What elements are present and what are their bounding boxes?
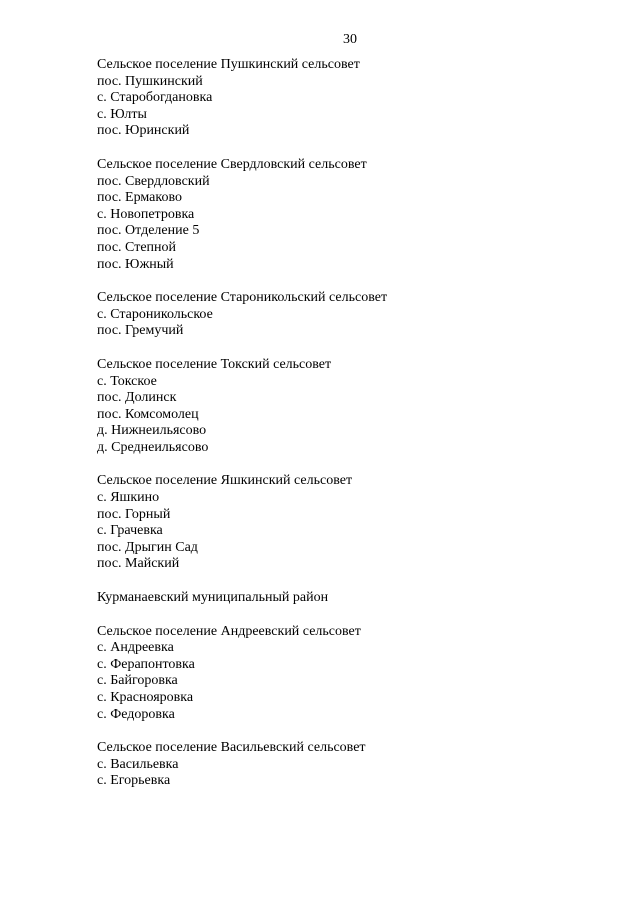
text-line: с. Токское [97, 373, 157, 389]
text-line: пос. Комсомолец [97, 406, 199, 422]
text-line: пос. Долинск [97, 390, 177, 406]
page-number: 30 [343, 32, 357, 47]
text-line: пос. Отделение 5 [97, 223, 200, 239]
text-line: с. Ферапонтовка [97, 656, 195, 672]
text-line: с. Краснояровка [97, 690, 194, 705]
text-line: Сельское поселение Васильевский сельсовет [97, 740, 366, 756]
text-line: д. Среднеильясово [97, 439, 209, 455]
text-line: с. Грачевка [97, 523, 163, 539]
text-line: Сельское поселение Свердловский сельсовет [97, 156, 367, 172]
text-line: д. Нижнеильясово [97, 423, 207, 439]
document-body [97, 57, 597, 790]
blank-line [97, 140, 597, 157]
text-line: с. Егорьевка [97, 773, 171, 789]
text-line: с. Байгоровка [97, 673, 178, 689]
text-line: с. Яшкино [97, 490, 160, 506]
text-line: пос. Гремучий [97, 323, 184, 339]
text-line: Сельское поселение Андреевский сельсовет [97, 623, 361, 639]
text-line: Сельское поселение Пушкинский сельсовет [97, 57, 360, 72]
district-heading: Курманаевский муниципальный район [97, 590, 329, 606]
blank-line [97, 456, 597, 473]
blank-line [97, 573, 597, 590]
text-line: пос. Ермаково [97, 190, 182, 206]
text-line: пос. Южный [97, 256, 174, 272]
text-line: с. Старобогдановка [97, 90, 213, 106]
text-line: пос. Степной [97, 239, 177, 255]
text-line: пос. Пушкинский [97, 73, 203, 89]
text-line: с. Федоровка [97, 706, 175, 722]
text-line: с. Андреевка [97, 640, 174, 656]
blank-line [97, 607, 597, 624]
text-line: пос. Юринский [97, 123, 190, 139]
text-line: с. Васильевка [97, 756, 179, 772]
text-line: пос. Дрыгин Сад [97, 539, 198, 555]
blank-line [97, 340, 597, 357]
blank-line [97, 273, 597, 290]
text-line: с. Юлты [97, 106, 147, 122]
text-line: пос. Горный [97, 506, 171, 522]
text-line: Сельское поселение Яшкинский сельсовет [97, 473, 353, 489]
text-line: пос. Майский [97, 556, 180, 572]
text-line: Сельское поселение Токский сельсовет [97, 356, 332, 372]
blank-line [97, 723, 597, 740]
text-line: Сельское поселение Староникольский сельсовет [97, 290, 388, 306]
text-line: с. Новопетровка [97, 206, 195, 222]
text-line: с. Староникольское [97, 306, 213, 322]
text-line: пос. Свердловский [97, 173, 210, 189]
